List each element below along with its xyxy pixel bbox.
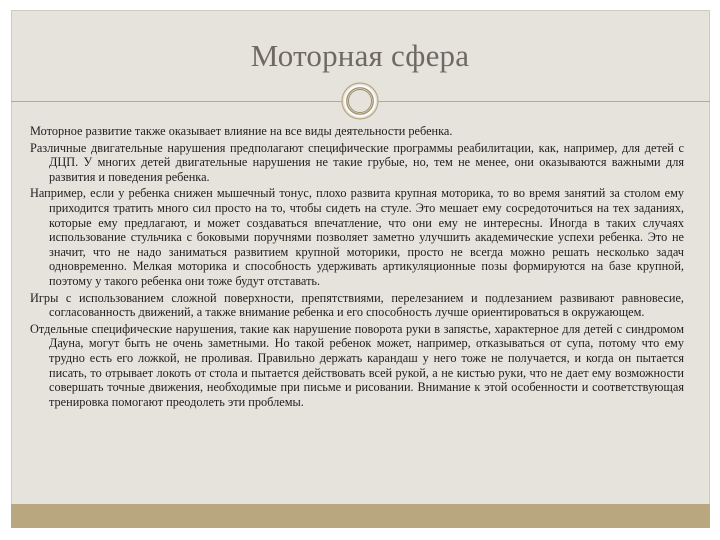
paragraph: Например, если у ребенка снижен мышечный тонус, плохо развита крупная моторика, то во время занятий за столом ему приходится тратить много сил просто на то, чтобы сидеть на стуле. Это мешает ему сосредоточиться на тех заданиях, которые ему предлагают, и может создаваться впечатление, что они ему не интересны. Иногда в таких случаях использование стульчика с боковыми поручнями позволяет заметно улучшить академические успехи ребенка. Это не значит, что не надо заниматься развитием крупной моторики, просто не всегда можно решать несколько задач одновременно. Мелкая моторика и способность удерживать артикуляционные позы формируются на базе крупной, поэтому у такого ребенка они тоже будут отставать. <box>30 186 684 288</box>
slide-title: Моторная сфера <box>250 38 470 73</box>
paragraph: Различные двигательные нарушения предполагают специфические программы реабилитации, как, например, для детей с ДЦП. У многих детей двигательные нарушения не такие грубые, но, тем не менее, они оказываются важными для развития и поведения ребенка. <box>30 140 684 184</box>
paragraph: Игры с использованием сложной поверхности, препятствиями, перелезанием и подлезанием развивают равновесие, согласованность движений, а также внимание ребенка и его способность лучше ориентироваться в окружающем. <box>30 290 684 320</box>
ring-ornament-icon <box>341 82 379 120</box>
paragraph: Отдельные специфические нарушения, такие как нарушение поворота руки в запястье, характерное для детей с синдромом Дауна, могут быть не очень заметными. Но такой ребенок может, например, отказываться от супа, потому что ему трудно есть его ложкой, не проливая. Правильно держать карандаш у него тоже не получается, и когда он пытается писать, то отрывает локоть от стола и пытается действовать всей рукой, а не кистью руки, что не дает ему возможности совершать точные движения, необходимые при письме и рисовании. Внимание к этой особенности и соответствующая тренировка помогают преодолеть эти проблемы. <box>30 321 684 409</box>
paragraph: Моторное развитие также оказывает влияние на все виды деятельности ребенка. <box>30 124 453 138</box>
footer-bar <box>11 504 710 528</box>
slide-body <box>30 124 684 411</box>
